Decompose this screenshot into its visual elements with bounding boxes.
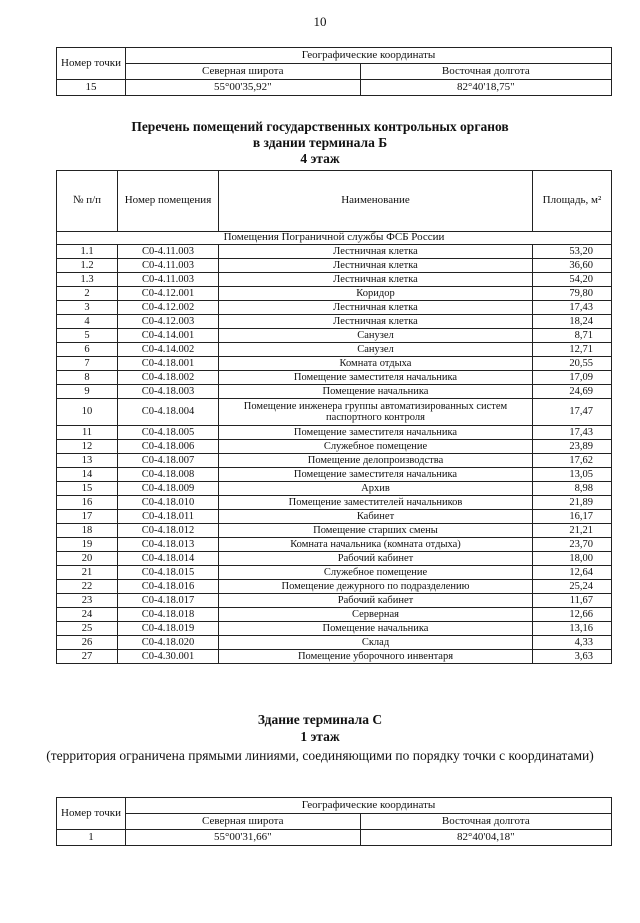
cell-room-number: С0-4.11.003 [118, 259, 219, 273]
table-row [57, 357, 612, 371]
table-row [57, 496, 612, 510]
cell-name: Кабинет [219, 510, 533, 524]
cell-index: 3 [57, 301, 118, 315]
cell-room-number: С0-4.18.008 [118, 468, 219, 482]
cell-index: 12 [57, 440, 118, 454]
col-index: № п/п [57, 171, 118, 232]
cell-index: 13 [57, 454, 118, 468]
cell-name: Санузел [219, 343, 533, 357]
coordinates-table [56, 797, 612, 846]
cell-name: Служебное помещение [219, 440, 533, 454]
cell-index: 17 [57, 510, 118, 524]
cell-name: Помещение заместителя начальника [219, 426, 533, 440]
cell-index: 22 [57, 580, 118, 594]
cell-index: 20 [57, 552, 118, 566]
cell-area: 11,67 [533, 594, 612, 608]
cell-index: 16 [57, 496, 118, 510]
col-area: Площадь, м² [533, 171, 612, 232]
cell-room-number: С0-4.18.013 [118, 538, 219, 552]
cell-room-number: С0-4.18.020 [118, 636, 219, 650]
cell-area: 16,17 [533, 510, 612, 524]
cell-area: 8,71 [533, 329, 612, 343]
cell-area: 13,05 [533, 468, 612, 482]
table-row [57, 287, 612, 301]
section-heading: Перечень помещений государственных контрольных органов [131, 119, 509, 134]
cell-area: 12,71 [533, 343, 612, 357]
cell-name: Коридор [219, 287, 533, 301]
page-number: 10 [313, 14, 327, 29]
cell-room-number: С0-4.18.011 [118, 510, 219, 524]
cell-room-number: С0-4.18.002 [118, 371, 219, 385]
cell-area: 17,09 [533, 371, 612, 385]
cell-index: 6 [57, 343, 118, 357]
col-latitude: Северная широта [126, 64, 361, 80]
cell-area: 24,69 [533, 385, 612, 399]
col-point-number: Номер точки [57, 48, 126, 80]
table-row [57, 468, 612, 482]
cell-name: Помещение начальника [219, 622, 533, 636]
section-heading: в здании терминала Б [252, 135, 388, 150]
cell-index: 1.1 [57, 245, 118, 259]
cell-area: 18,24 [533, 315, 612, 329]
table-row [57, 259, 612, 273]
table-row [57, 552, 612, 566]
table-row [57, 608, 612, 622]
table-row [57, 622, 612, 636]
table-row [57, 594, 612, 608]
col-latitude: Северная широта [126, 814, 361, 830]
table-row [57, 399, 612, 426]
cell-index: 23 [57, 594, 118, 608]
table-row [57, 343, 612, 357]
cell-area: 8,98 [533, 482, 612, 496]
cell-index: 27 [57, 650, 118, 664]
cell-index: 9 [57, 385, 118, 399]
cell-room-number: С0-4.18.017 [118, 594, 219, 608]
table-row [57, 580, 612, 594]
cell-index: 11 [57, 426, 118, 440]
cell-room-number: С0-4.18.016 [118, 580, 219, 594]
cell-room-number: С0-4.18.003 [118, 385, 219, 399]
cell-index: 7 [57, 357, 118, 371]
cell-longitude: 82°40'04,18" [360, 830, 611, 846]
cell-name: Помещение дежурного по подразделению [219, 580, 533, 594]
cell-index: 21 [57, 566, 118, 580]
cell-area: 17,62 [533, 454, 612, 468]
cell-index: 14 [57, 468, 118, 482]
cell-room-number: С0-4.18.004 [118, 399, 219, 426]
floor-heading: 1 этаж [300, 729, 340, 744]
col-room-number: Номер помещения [118, 171, 219, 232]
table-row [57, 510, 612, 524]
table-row [57, 80, 612, 96]
cell-name: Помещение заместителей начальников [219, 496, 533, 510]
cell-name: Архив [219, 482, 533, 496]
cell-area: 53,20 [533, 245, 612, 259]
cell-latitude: 55°00'35,92" [126, 80, 361, 96]
cell-area: 36,60 [533, 259, 612, 273]
cell-room-number: С0-4.18.010 [118, 496, 219, 510]
cell-index: 4 [57, 315, 118, 329]
cell-area: 18,00 [533, 552, 612, 566]
table-row [57, 426, 612, 440]
cell-index: 26 [57, 636, 118, 650]
cell-room-number: С0-4.18.012 [118, 524, 219, 538]
floor-heading: 4 этаж [300, 151, 340, 166]
table-row [57, 245, 612, 259]
col-longitude: Восточная долгота [360, 814, 611, 830]
table-row [57, 273, 612, 287]
cell-area: 23,89 [533, 440, 612, 454]
cell-name: Лестничная клетка [219, 315, 533, 329]
table-row [57, 371, 612, 385]
cell-name: Помещение заместителя начальника [219, 371, 533, 385]
cell-name: Серверная [219, 608, 533, 622]
col-name: Наименование [219, 171, 533, 232]
cell-room-number: С0-4.11.003 [118, 273, 219, 287]
cell-index: 2 [57, 287, 118, 301]
cell-area: 17,47 [533, 399, 612, 426]
col-geo-coordinates: Географические координаты [126, 798, 612, 814]
cell-name: Рабочий кабинет [219, 594, 533, 608]
cell-room-number: С0-4.18.014 [118, 552, 219, 566]
cell-area: 20,55 [533, 357, 612, 371]
cell-name: Помещение заместителя начальника [219, 468, 533, 482]
cell-index: 24 [57, 608, 118, 622]
cell-index: 8 [57, 371, 118, 385]
col-longitude: Восточная долгота [360, 64, 611, 80]
cell-point-number: 1 [57, 830, 126, 846]
col-point-number: Номер точки [57, 798, 126, 830]
cell-room-number: С0-4.12.002 [118, 301, 219, 315]
cell-name: Лестничная клетка [219, 259, 533, 273]
cell-name: Санузел [219, 329, 533, 343]
cell-name: Комната отдыха [219, 357, 533, 371]
cell-name: Лестничная клетка [219, 273, 533, 287]
cell-area: 13,16 [533, 622, 612, 636]
cell-name: Комната начальника (комната отдыха) [219, 538, 533, 552]
table-row [57, 385, 612, 399]
cell-room-number: С0-4.11.003 [118, 245, 219, 259]
territory-note: (территория ограничена прямыми линиями, соединяющими по порядку точки с координатами) [46, 748, 594, 763]
cell-room-number: С0-4.18.009 [118, 482, 219, 496]
cell-name: Склад [219, 636, 533, 650]
cell-room-number: С0-4.14.001 [118, 329, 219, 343]
cell-name: Лестничная клетка [219, 301, 533, 315]
table-row [57, 440, 612, 454]
cell-room-number: С0-4.12.003 [118, 315, 219, 329]
cell-area: 4,33 [533, 636, 612, 650]
cell-area: 3,63 [533, 650, 612, 664]
cell-room-number: С0-4.18.019 [118, 622, 219, 636]
cell-room-number: С0-4.18.007 [118, 454, 219, 468]
table-row [57, 538, 612, 552]
table-row [57, 482, 612, 496]
table-row [57, 524, 612, 538]
cell-area: 12,66 [533, 608, 612, 622]
cell-name: Помещение старших смены [219, 524, 533, 538]
table-row [57, 566, 612, 580]
cell-name: Помещение делопроизводства [219, 454, 533, 468]
col-geo-coordinates: Географические координаты [126, 48, 612, 64]
cell-name: Служебное помещение [219, 566, 533, 580]
cell-index: 1.3 [57, 273, 118, 287]
cell-area: 23,70 [533, 538, 612, 552]
cell-name: Помещение начальника [219, 385, 533, 399]
cell-room-number: С0-4.18.015 [118, 566, 219, 580]
cell-name: Лестничная клетка [219, 245, 533, 259]
table-row [57, 830, 612, 846]
cell-room-number: С0-4.18.001 [118, 357, 219, 371]
cell-index: 25 [57, 622, 118, 636]
cell-index: 1.2 [57, 259, 118, 273]
table-row [57, 636, 612, 650]
cell-room-number: С0-4.14.002 [118, 343, 219, 357]
cell-index: 5 [57, 329, 118, 343]
cell-area: 17,43 [533, 426, 612, 440]
cell-name: Рабочий кабинет [219, 552, 533, 566]
section-row: Помещения Пограничной службы ФСБ России [57, 232, 612, 245]
cell-area: 21,21 [533, 524, 612, 538]
cell-room-number: С0-4.18.018 [118, 608, 219, 622]
cell-room-number: С0-4.12.001 [118, 287, 219, 301]
cell-index: 18 [57, 524, 118, 538]
coordinates-table [56, 47, 612, 96]
rooms-table [56, 170, 612, 664]
cell-area: 54,20 [533, 273, 612, 287]
cell-area: 12,64 [533, 566, 612, 580]
cell-area: 79,80 [533, 287, 612, 301]
cell-area: 17,43 [533, 301, 612, 315]
table-row [57, 329, 612, 343]
cell-name: Помещение уборочного инвентаря [219, 650, 533, 664]
cell-area: 21,89 [533, 496, 612, 510]
table-row [57, 650, 612, 664]
cell-name: Помещение инженера группы автоматизированных систем паспортного контроля [219, 399, 533, 426]
table-row [57, 315, 612, 329]
cell-longitude: 82°40'18,75" [360, 80, 611, 96]
cell-latitude: 55°00'31,66" [126, 830, 361, 846]
table-row [57, 454, 612, 468]
cell-room-number: С0-4.18.006 [118, 440, 219, 454]
cell-area: 25,24 [533, 580, 612, 594]
cell-point-number: 15 [57, 80, 126, 96]
cell-index: 19 [57, 538, 118, 552]
building-heading: Здание терминала С [257, 712, 383, 727]
cell-room-number: С0-4.30.001 [118, 650, 219, 664]
cell-index: 15 [57, 482, 118, 496]
table-row [57, 301, 612, 315]
cell-index: 10 [57, 399, 118, 426]
cell-room-number: С0-4.18.005 [118, 426, 219, 440]
